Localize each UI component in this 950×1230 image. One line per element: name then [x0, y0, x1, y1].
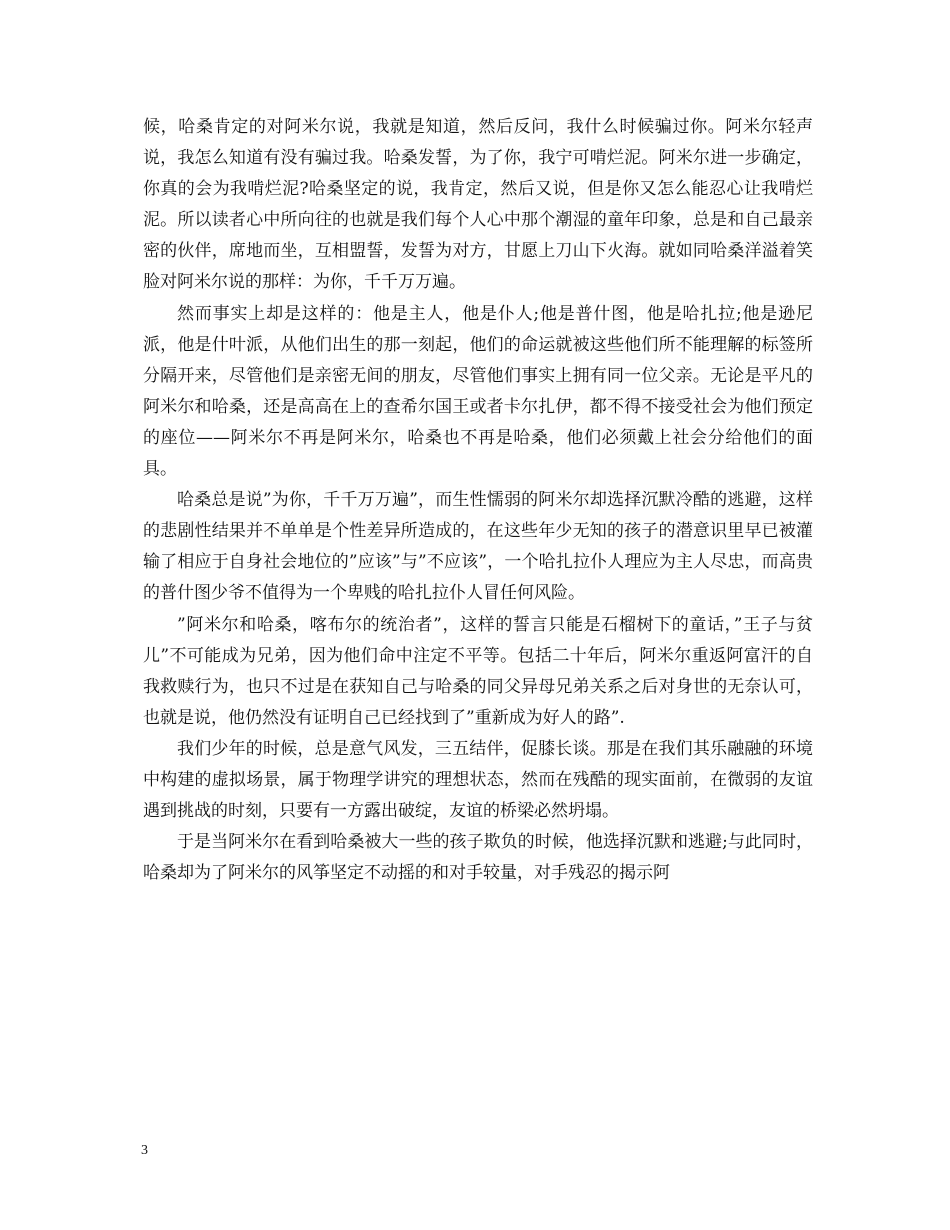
page-number: 3: [141, 1143, 148, 1158]
paragraph: 然而事实上却是这样的：他是主人，他是仆人;他是普什图，他是哈扎拉;他是逊尼派，他是什叶派，从他们出生的那一刻起，他们的命运就被这些他们所不能理解的标签所分隔开来，尽管他们是亲密无间的朋友，尽管他们事实上拥有同一位父亲。无论是平凡的阿米尔和哈桑，还是高高在上的查希尔国王或者卡尔扎伊，都不得不接受社会为他们预定的座位——阿米尔不再是阿米尔，哈桑也不再是哈桑，他们必须戴上社会分给他们的面具。: [143, 303, 813, 480]
body-text: [143, 112, 813, 889]
paragraph: 候，哈桑肯定的对阿米尔说，我就是知道，然后反问，我什么时候骗过你。阿米尔轻声说，我怎么知道有没有骗过我。哈桑发誓，为了你，我宁可啃烂泥。阿米尔进一步确定，你真的会为我啃烂泥?哈桑坚定的说，我肯定，然后又说，但是你又怎么能忍心让我啃烂泥。所以读者心中所向往的也就是我们每个人心中那个潮湿的童年印象，总是和自己最亲密的伙伴，席地而坐，互相盟誓，发誓为对方，甘愿上刀山下火海。就如同哈桑洋溢着笑脸对阿米尔说的那样：为你，千千万万遍。: [143, 117, 813, 293]
paragraph: ”阿米尔和哈桑，喀布尔的统治者”，这样的誓言只能是石榴树下的童话，”王子与贫儿”不可能成为兄弟，因为他们命中注定不平等。包括二十年后，阿米尔重返阿富汗的自我救赎行为，也只不过是在获知自己与哈桑的同父异母兄弟关系之后对身世的无奈认可，也就是说，他仍然没有证明自己已经找到了”重新成为好人的路”.: [143, 614, 813, 728]
paragraph: 哈桑总是说”为你，千千万万遍”，而生性懦弱的阿米尔却选择沉默冷酷的逃避，这样的悲剧性结果并不单单是个性差异所造成的，在这些年少无知的孩子的潜意识里早已被灌输了相应于自身社会地位的”应该”与”不应该”，一个哈扎拉仆人理应为主人尽忠，而高贵的普什图少爷不值得为一个卑贱的哈扎拉仆人冒任何风险。: [143, 490, 813, 604]
paragraph: 我们少年的时候，总是意气风发，三五结伴，促膝长谈。那是在我们其乐融融的环境中构建的虚拟场景，属于物理学讲究的理想状态，然而在残酷的现实面前，在微弱的友谊遇到挑战的时刻，只要有一方露出破绽，友谊的桥梁必然坍塌。: [143, 738, 813, 822]
paragraph: 于是当阿米尔在看到哈桑被大一些的孩子欺负的时候，他选择沉默和逃避;与此同时，哈桑却为了阿米尔的风筝坚定不动摇的和对手较量，对手残忍的揭示阿: [143, 832, 813, 884]
